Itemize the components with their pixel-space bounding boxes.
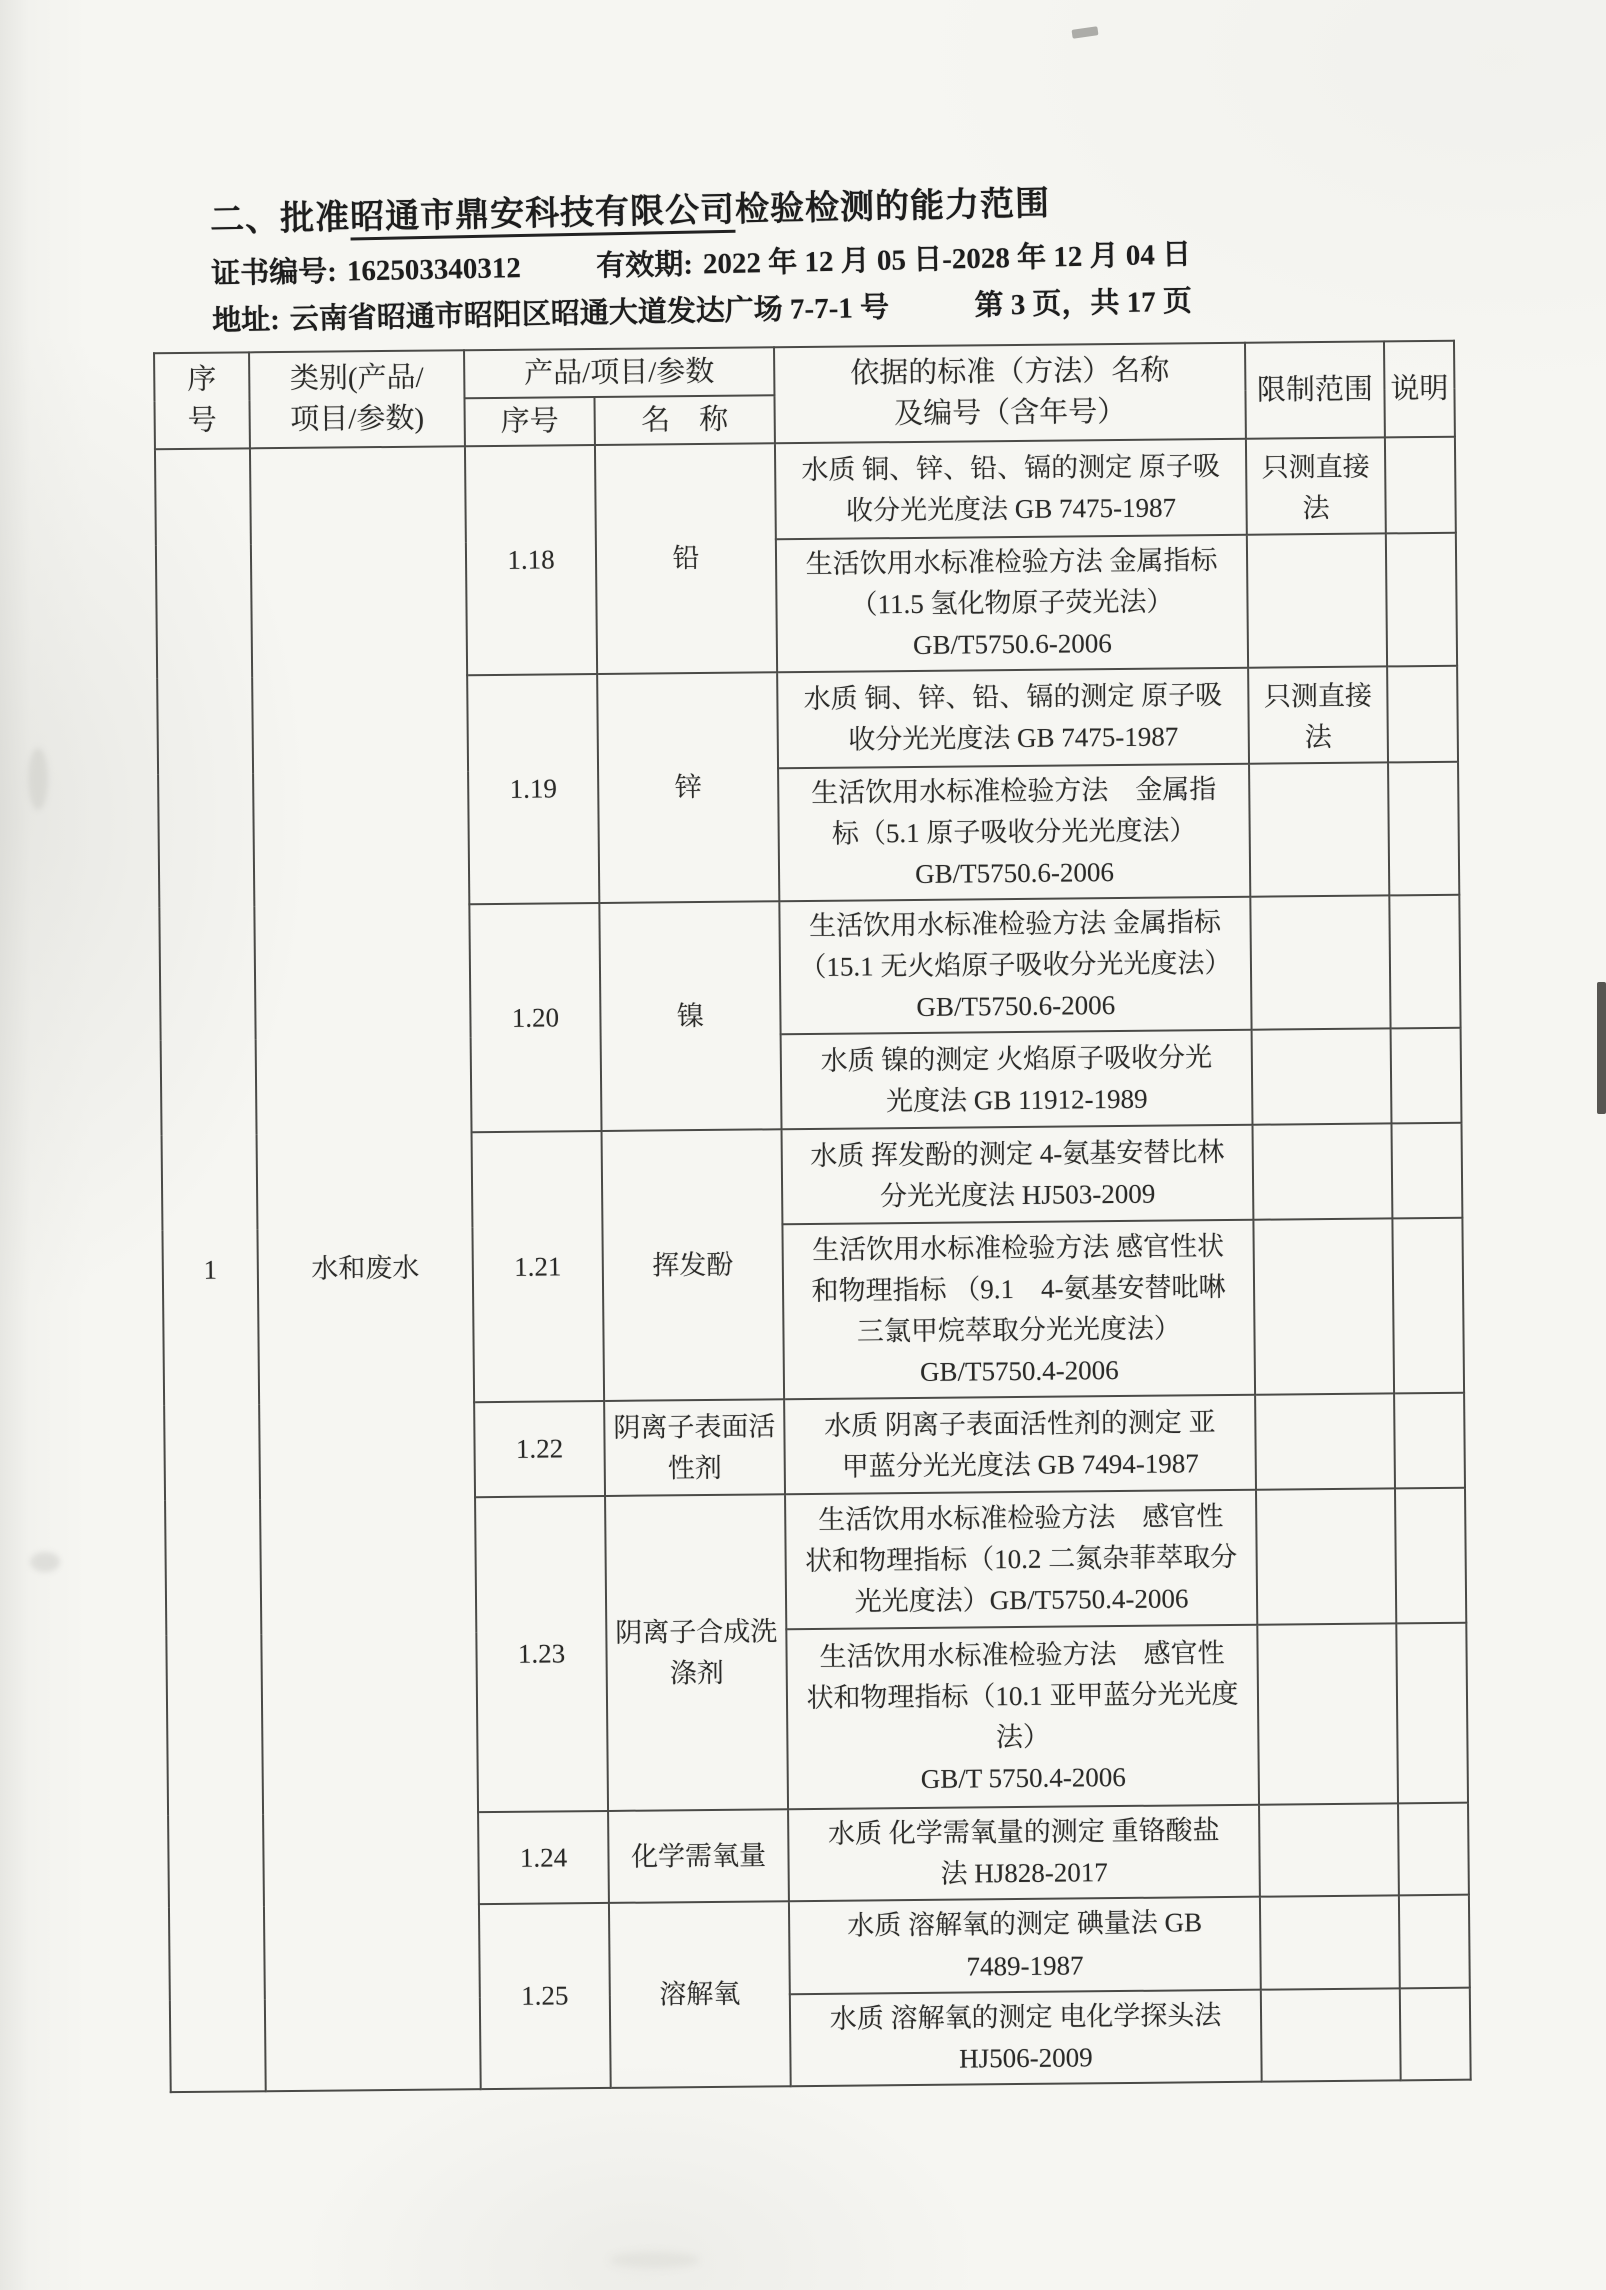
- capability-table: [153, 340, 1472, 2093]
- item-no-cell: 1.21: [472, 1131, 605, 1402]
- item-name-cell: 铅: [595, 443, 777, 674]
- scan-artifact: [610, 2252, 700, 2268]
- table-header-row: [154, 341, 1454, 401]
- note-cell: [1399, 1895, 1470, 1988]
- scan-artifact: [28, 748, 48, 810]
- note-cell: [1398, 1803, 1469, 1896]
- title-suffix: 检验检测的能力范围: [734, 185, 1051, 229]
- scan-artifact: [1597, 982, 1606, 1114]
- item-name-cell: 镍: [599, 902, 781, 1132]
- restriction-cell: [1253, 1219, 1394, 1395]
- document-header: [152, 167, 1455, 342]
- address-label: 地址:: [211, 304, 281, 338]
- pagination: 第 3 页，共 17 页: [974, 285, 1193, 323]
- standard-cell: 水质 挥发酚的测定 4-氨基安替比林 分光光度法 HJ503-2009: [782, 1125, 1254, 1225]
- certificate-label: 证书编号:: [210, 255, 338, 291]
- scan-artifact: [1072, 26, 1099, 39]
- section-title: [210, 167, 1453, 241]
- note-cell: [1389, 895, 1460, 1029]
- standard-cell: 生活饮用水标准检验方法 金属指 标（5.1 原子吸收分光光度法） GB/T5750.6-2006: [778, 764, 1250, 902]
- item-name-cell: 锌: [597, 672, 779, 903]
- standard-cell: 水质 溶解氧的测定 碘量法 GB 7489-1987: [789, 1897, 1261, 1994]
- header-category: 类别(产品/ 项目/参数): [249, 350, 465, 448]
- item-name-cell: 溶解氧: [609, 1902, 791, 2088]
- address: [212, 289, 890, 342]
- validity-value: 2022 年 12 月 05 日-2028 年 12 月 04 日: [702, 238, 1192, 281]
- note-cell: [1391, 1123, 1462, 1219]
- header-standard: 依据的标准（方法）名称 及编号（含年号）: [774, 343, 1246, 444]
- note-cell: [1387, 666, 1458, 763]
- item-name-cell: 化学需氧量: [608, 1810, 789, 1904]
- standard-cell: 水质 溶解氧的测定 电化学探头法 HJ506-2009: [790, 1989, 1262, 2086]
- note-cell: [1385, 437, 1456, 534]
- restriction-cell: [1256, 1489, 1396, 1625]
- restriction-cell: [1257, 1624, 1398, 1805]
- standard-cell: 生活饮用水标准检验方法 金属指标 （15.1 无火焰原子吸收分光光度法） GB/T5750.6-2006: [779, 897, 1251, 1035]
- restriction-cell: [1252, 1124, 1392, 1220]
- standard-cell: 水质 镍的测定 火焰原子吸收分光 光度法 GB 11912-1989: [781, 1030, 1253, 1130]
- note-cell: [1396, 1623, 1468, 1804]
- restriction-cell: [1260, 1896, 1400, 1989]
- item-no-cell: 1.24: [478, 1811, 609, 1904]
- certificate-number: [211, 249, 521, 294]
- standard-cell: 生活饮用水标准检验方法 感官性 状和物理指标（10.1 亚甲蓝分光光度 法） GB/T 5750.4-2006: [786, 1625, 1259, 1810]
- restriction-cell: [1252, 1029, 1392, 1125]
- note-cell: [1400, 1987, 1471, 2080]
- item-name-cell: 阴离子表面活 性剂: [604, 1400, 785, 1497]
- note-cell: [1394, 1393, 1465, 1489]
- note-cell: [1388, 762, 1459, 896]
- standard-cell: 生活饮用水标准检验方法 感官性状 和物理指标 （9.1 4-氨基安替吡啉 三氯甲烷萃取分光光度法） GB/T5750.4-2006: [782, 1220, 1255, 1400]
- restriction-cell: [1259, 1804, 1399, 1897]
- group-seq-cell: 1: [155, 448, 266, 2091]
- standard-cell: 水质 铜、锌、铅、镉的测定 原子吸 收分光光度法 GB 7475-1987: [775, 439, 1247, 540]
- note-cell: [1392, 1218, 1464, 1394]
- item-no-cell: 1.18: [465, 445, 597, 675]
- title-prefix: 二、批准: [209, 199, 351, 240]
- standard-cell: 生活饮用水标准检验方法 感官性 状和物理指标（10.2 二氮杂菲萃取分 光光度法）GB/T5750.4-2006: [785, 1490, 1257, 1630]
- note-cell: [1395, 1488, 1466, 1624]
- restriction-cell: [1249, 763, 1389, 897]
- restriction-cell: 只测直接 法: [1248, 667, 1388, 764]
- item-no-cell: 1.23: [475, 1496, 608, 1812]
- certificate-value: 162503340312: [346, 252, 522, 288]
- item-name-cell: 挥发酚: [602, 1130, 785, 1402]
- restriction-cell: [1255, 1394, 1395, 1490]
- header-product-group: 产品/项目/参数: [464, 347, 774, 398]
- note-cell: [1386, 533, 1457, 667]
- address-value: 云南省昭通市昭阳区昭通大道发达广场 7-7-1 号: [289, 291, 890, 336]
- standard-cell: 生活饮用水标准检验方法 金属指标 （11.5 氢化物原子荧光法） GB/T5750.6-2006: [776, 535, 1248, 673]
- note-cell: [1391, 1028, 1462, 1124]
- item-no-cell: 1.20: [469, 903, 601, 1132]
- header-item-seq: 序号: [464, 397, 594, 446]
- item-name-cell: 阴离子合成洗 涤剂: [605, 1495, 788, 1812]
- company-name: 昭通市鼎安科技有限公司: [350, 192, 736, 241]
- scan-artifact: [30, 1552, 60, 1572]
- header-item-name: 名 称: [594, 395, 774, 445]
- restriction-cell: 只测直接 法: [1246, 437, 1386, 534]
- standard-cell: 水质 铜、锌、铅、镉的测定 原子吸 收分光光度法 GB 7475-1987: [777, 668, 1249, 769]
- header-restriction: 限制范围: [1245, 341, 1385, 438]
- validity-period: [596, 236, 1192, 287]
- standard-cell: 水质 化学需氧量的测定 重铬酸盐 法 HJ828-2017: [788, 1805, 1260, 1902]
- restriction-cell: [1250, 896, 1390, 1030]
- table-row: [155, 437, 1456, 546]
- restriction-cell: [1247, 533, 1387, 667]
- header-seq: 序 号: [154, 352, 250, 449]
- item-no-cell: 1.19: [467, 674, 599, 904]
- group-category-cell: 水和废水: [250, 446, 481, 2091]
- restriction-cell: [1261, 1988, 1401, 2081]
- item-no-cell: 1.25: [479, 1903, 611, 2088]
- validity-label: 有效期:: [595, 248, 694, 283]
- item-no-cell: 1.22: [474, 1401, 605, 1497]
- header-note: 说明: [1384, 341, 1455, 438]
- standard-cell: 水质 阴离子表面活性剂的测定 亚 甲蓝分光光度法 GB 7494-1987: [784, 1395, 1256, 1495]
